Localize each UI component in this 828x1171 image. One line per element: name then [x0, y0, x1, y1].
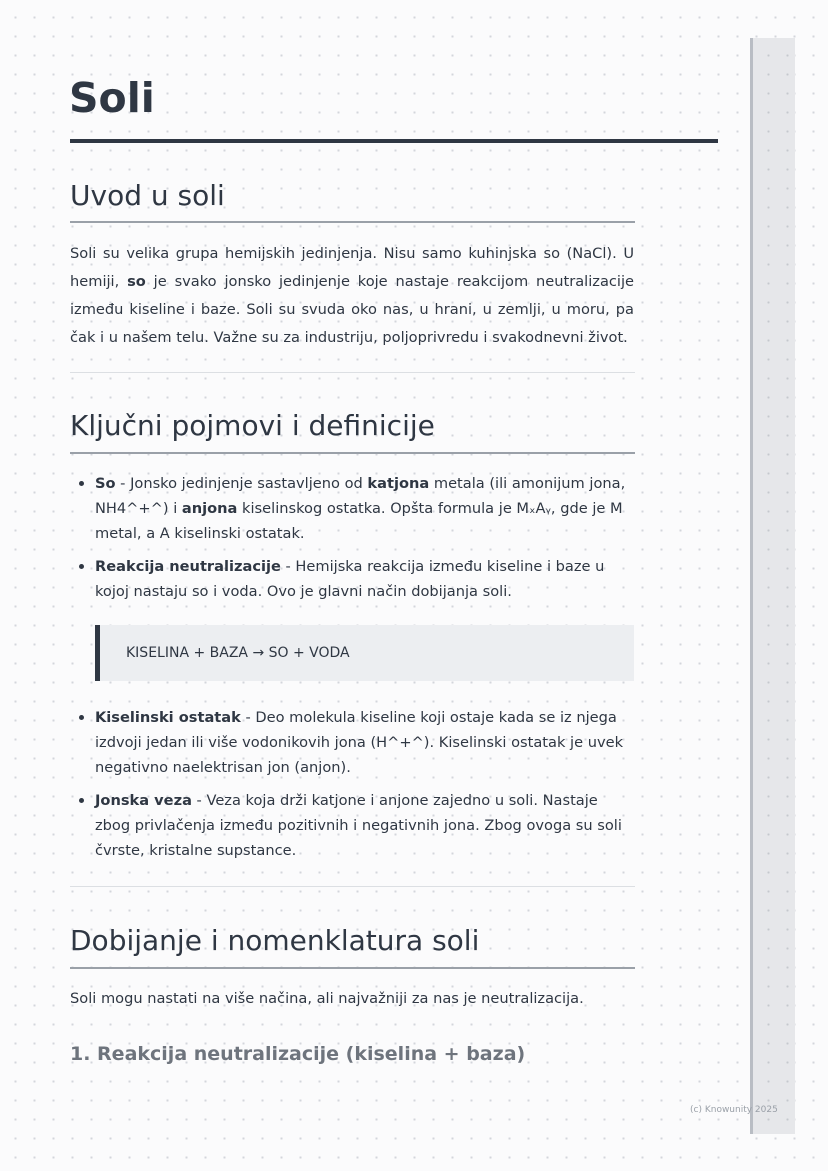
intro-paragraph [70, 240, 634, 352]
section-heading-intro: Uvod u soli [70, 179, 225, 212]
list-item [70, 788, 636, 863]
reaction-equation: KISELINA + BAZA → SO + VODA [126, 645, 350, 661]
section-heading-concepts-rule [70, 452, 635, 454]
term-katjona: katjona [367, 475, 430, 492]
intro-text-part1: Soli su velika grupa hemijskih jedinjenja. Nisu samo kuhinjska so (NaCl). U hemiji, [70, 245, 634, 290]
term-so-text3: kiselinskog ostatka. Opšta formula je MₓAᵧ, gde je M metal, a A kiselinski ostatak. [95, 500, 623, 542]
list-item [70, 554, 636, 604]
intro-text-bold: so [127, 273, 146, 290]
list-item [70, 705, 636, 780]
intro-text-part2: je svako jonsko jedinjenje koje nastaje reakcijom neutralizacije između kiseline i baze. Soli su svuda oko nas, u hrani, u zemlji, u moru, pa čak i u našem telu. Važne su za industriju, poljoprivredu i svakodnevni život. [70, 273, 635, 346]
right-margin-strip [750, 38, 795, 1134]
section-heading-concepts: Ključni pojmovi i definicije [70, 409, 435, 442]
term-jonska-veza: Jonska veza [95, 792, 192, 809]
term-so-text1: - Jonsko jedinjenje sastavljeno od [115, 475, 368, 492]
reaction-callout [95, 625, 634, 681]
term-kiselinski-ostatak: Kiselinski ostatak [95, 709, 241, 726]
title-underline [70, 139, 718, 143]
term-jonska-veza-text: - Veza koja drži katjone i anjone zajedno u soli. Nastaje zbog privlačenja između pozitivnih i negativnih jona. Zbog ovoga su soli čvrste, kristalne supstance. [95, 792, 622, 859]
section-separator [70, 886, 635, 887]
term-so: So [95, 475, 116, 492]
section-heading-production: Dobijanje i nomenklatura soli [70, 924, 480, 957]
section-heading-intro-rule [70, 221, 635, 223]
subsection-neutralization: 1. Reakcija neutralizacije (kiselina + baza) [70, 1043, 526, 1065]
list-item [70, 471, 636, 546]
term-anjona: anjona [181, 500, 238, 517]
section-separator [70, 372, 635, 373]
concept-list-bottom [70, 705, 636, 871]
term-neutralizacija: Reakcija neutralizacije [95, 558, 281, 575]
term-so-text2: metala (ili amonijum jona, NH4^+^) i [95, 475, 626, 517]
section-heading-production-rule [70, 967, 635, 969]
term-kiselinski-ostatak-text: - Deo molekula kiseline koji ostaje kada se iz njega izdvoji jedan ili više vodonikovih jona (H^+^). Kiselinski ostatak je uvek negativno naelektrisan jon (anjon). [95, 709, 624, 776]
page-title: Soli [69, 74, 155, 122]
copyright-footer: (c) Knowunity 2025 [690, 1105, 778, 1115]
production-intro: Soli mogu nastati na više načina, ali najvažniji za nas je neutralizacija. [70, 990, 584, 1007]
term-neutralizacija-text: - Hemijska reakcija između kiseline i baze u kojoj nastaju so i voda. Ovo je glavni način dobijanja soli. [95, 558, 605, 600]
concept-list-top [70, 471, 636, 612]
